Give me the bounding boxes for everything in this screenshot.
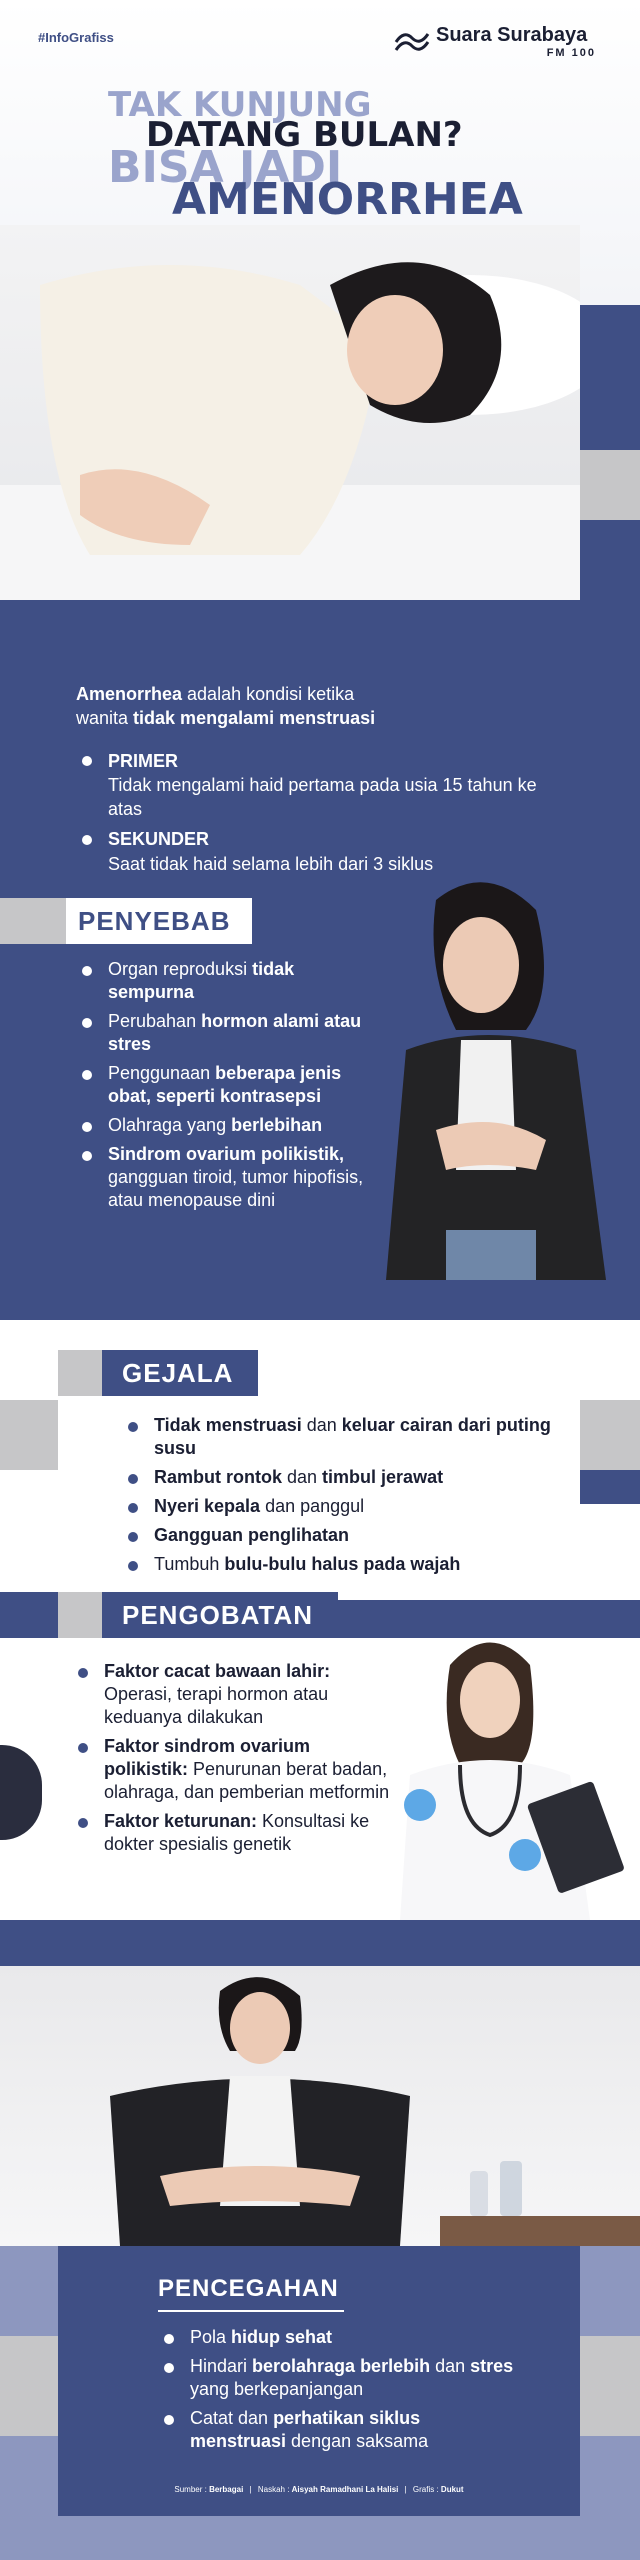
list-item: Penggunaan beberapa jenis obat, seperti kontrasepsi	[76, 1062, 376, 1108]
list-item: Faktor keturunan: Konsultasi ke dokter spesialis genetik	[72, 1810, 392, 1856]
list-item: Olahraga yang berlebihan	[76, 1114, 376, 1137]
title-line-2: DATANG BULAN?	[146, 115, 463, 155]
list-item: Faktor sindrom ovarium polikistik: Penurunan berat badan, olahraga, dan pemberian metformin	[72, 1735, 392, 1804]
photo-doctor	[390, 1625, 640, 1920]
pencegahan-list	[158, 2326, 518, 2459]
gray-stripe-left-3	[0, 1400, 58, 1470]
gejala-gray-tab	[58, 1350, 102, 1396]
right-navy-block	[580, 305, 640, 455]
navy-band-pengobatan-top	[0, 1592, 58, 1638]
definition-term: Amenorrhea	[76, 684, 183, 704]
list-item: Tidak menstruasi dan keluar cairan dari puting susu	[122, 1414, 552, 1460]
penyebab-list	[76, 958, 376, 1218]
pencegahan-heading: PENCEGAHAN	[158, 2275, 339, 2302]
list-item: Nyeri kepala dan panggul	[122, 1495, 552, 1518]
doctor-illustration	[390, 1625, 640, 1920]
type-item-primer: PRIMER Tidak mengalami haid pertama pada usia 15 tahun ke atas	[76, 749, 546, 822]
title-line-1: TAK KUNJUNG	[108, 85, 372, 125]
definition-section	[76, 682, 546, 882]
gray-stripe-left-2	[0, 898, 66, 944]
pengobatan-heading-box	[102, 1592, 338, 1638]
gray-stripe-left-4	[0, 2336, 58, 2436]
gray-stripe-right-4	[580, 2336, 640, 2436]
hashtag-label: #InfoGrafiss	[38, 30, 114, 45]
list-item: Organ reproduksi tidak sempurna	[76, 958, 376, 1004]
amenorrhea-types-list	[76, 749, 546, 876]
gejala-heading: GEJALA	[122, 1357, 234, 1388]
list-item: Hindari berolahraga berlebih dan stres yang berkepanjangan	[158, 2355, 518, 2401]
list-item: Faktor cacat bawaan lahir: Operasi, terapi hormon atau keduanya dilakukan	[72, 1660, 392, 1729]
penyebab-heading-box	[66, 898, 252, 944]
list-item: Rambut rontok dan timbul jerawat	[122, 1466, 552, 1489]
pengobatan-heading: PENGOBATAN	[122, 1599, 314, 1630]
hero-photo-illustration	[0, 225, 580, 600]
list-item: Sindrom ovarium polikistik, gangguan tiroid, tumor hipofisis, atau menopause dini	[76, 1143, 376, 1212]
list-item: Gangguan penglihatan	[122, 1524, 552, 1547]
title-line-3: BISA JADI	[108, 142, 343, 193]
list-item: Perubahan hormon alami atau stres	[76, 1010, 376, 1056]
list-item: Pola hidup sehat	[158, 2326, 518, 2349]
photo-woman-stomach-pain	[376, 870, 640, 1280]
definition-text: Amenorrhea adalah kondisi ketika wanita tidak mengalami menstruasi	[76, 684, 376, 729]
list-item: Catat dan perhatikan siklus menstruasi dengan saksama	[158, 2407, 518, 2453]
penyebab-heading: PENYEBAB	[78, 905, 231, 936]
pengobatan-list	[72, 1660, 392, 1862]
credits-line: Sumber : Berbagai | Naskah : Aisyah Ramadhani La Halisi | Grafis : Dukut	[174, 2485, 464, 2494]
hero-photo-woman-lying	[0, 225, 580, 600]
type-item-sekunder: SEKUNDER Saat tidak haid selama lebih dari 3 siklus	[76, 827, 546, 876]
brand-frequency: FM 100	[546, 47, 596, 59]
brand-wave-icon	[392, 28, 432, 58]
brand-logo	[392, 22, 602, 64]
pengobatan-gray-tab	[58, 1592, 102, 1638]
woman-sitting-illustration	[0, 1966, 640, 2246]
gray-stripe-right-1	[580, 450, 640, 520]
gray-stripe-right-3	[580, 1400, 640, 1470]
list-item: Tumbuh bulu-bulu halus pada wajah	[122, 1553, 552, 1576]
navy-band-lower	[0, 1920, 640, 1966]
gejala-list	[122, 1414, 552, 1582]
gejala-heading-box	[102, 1350, 258, 1396]
title-line-4: AMENORRHEA	[172, 174, 523, 225]
woman-stomach-illustration	[376, 870, 640, 1280]
brand-name: Suara Surabaya	[436, 24, 588, 46]
pencegahan-heading-underline	[158, 2310, 344, 2312]
photo-woman-sitting-pain	[0, 1966, 640, 2246]
navy-stripe-right-3	[580, 1470, 640, 1504]
